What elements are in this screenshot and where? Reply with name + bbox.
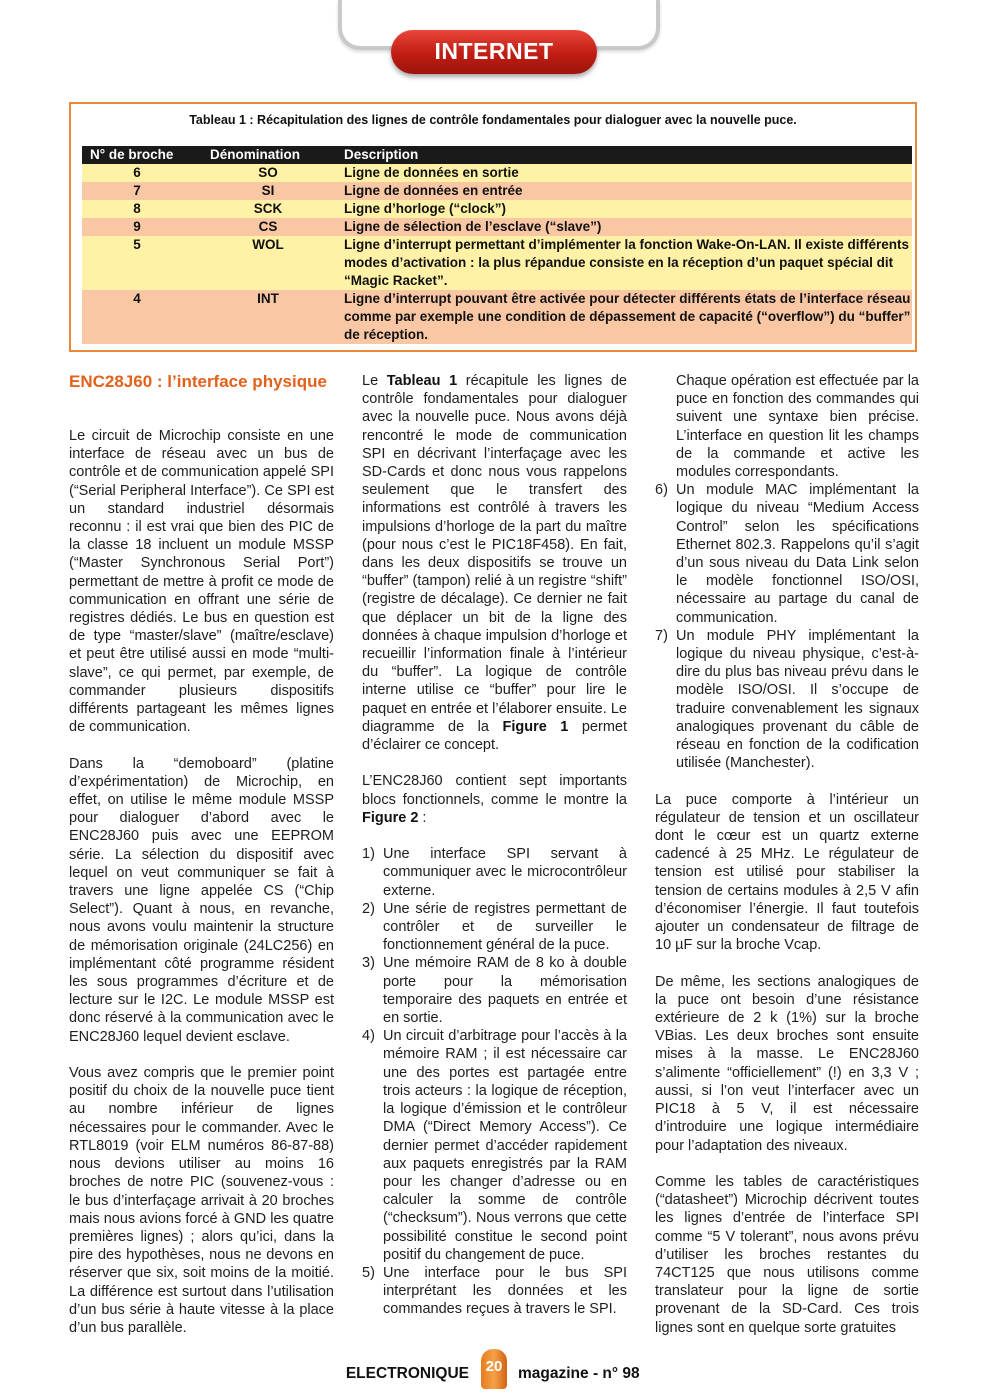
list-number: 1)	[362, 846, 375, 863]
section-banner	[391, 30, 597, 74]
table-row	[82, 164, 912, 182]
name-cell: SO	[258, 165, 278, 180]
paragraph	[362, 772, 627, 827]
name-cell: SI	[261, 183, 275, 198]
list-number: 6)	[655, 482, 668, 499]
article-heading: ENC28J60 : l’interface physique	[69, 372, 327, 391]
paragraph: De même, les sections analogiques de la puce ont besoin d’une résistance extérieure de 2 k (1%) sur la broche VBias. Les deux broches sont ensuite mises à la masse. Le ENC28J60 s’alimente “officiellement” (!) en 3,3 V ; aussi, si l’on veut l’interfacer avec un PIC18 à 5 V, il est nécessaire d’introduire une logique intermédiaire pour l’adaptation des niveaux.	[655, 973, 919, 1154]
table-reference: Tableau 1	[386, 373, 458, 389]
list-number: 5)	[362, 1264, 375, 1281]
table-row	[82, 218, 912, 236]
paragraph: Vous avez compris que le premier point positif du choix de la nouvelle puce tient au nombre inférieur de lignes nécessaires pour le commander. Avec le RTL8019 (voir ELM numéros 86-87-88) nous devions utiliser au moins 16 broches de notre PIC (souvenez-vous : le bus d’interfaçage arrivait à 20 broches mais nous avions forcé à GND les quatre premières lignes) ; alors qu’ici, dans la pire des hypothèses, nous ne devons en réserver que six, soit moins de la moitié. La différence est surtout dans l’utilisation d’un bus série à haute vitesse à la place d’un bus parallèle.	[69, 1065, 334, 1336]
issue-number: magazine - n° 98	[518, 1365, 640, 1382]
col-header-pin: N° de broche	[90, 147, 174, 162]
page-number-badge	[481, 1349, 507, 1389]
col-header-desc: Description	[344, 147, 419, 162]
magazine-name: ELECTRONIQUE	[345, 1365, 469, 1382]
text: L’ENC28J60 contient sept importants blocs fonctionnels, comme le montre la	[362, 773, 627, 808]
text: permet d’éclairer ce concept.	[362, 718, 627, 754]
article-column-1	[69, 372, 334, 1355]
block-list-continued	[655, 481, 919, 772]
name-cell: SCK	[253, 201, 283, 216]
block-list	[362, 845, 627, 1318]
list-text: Une interface SPI servant à communiquer avec le microcontrôleur externe.	[383, 846, 627, 899]
list-item	[655, 481, 919, 627]
list-text: Un circuit d’arbitrage pour l’accès à la mémoire RAM ; il est nécessaire car une des portes est partagée entre trois acteurs : la logique de réception, la logique d’émission et le contrôleur DMA (“Direct Memory Access”). Ce dernier permet d’accéder rapidement aux paquets enregistrés par la RAM pour les changer d’adresse ou en calculer la somme de contrôle (“checksum”). Nous verrons que cette possibilité constitue le second point positif du changement de puce.	[383, 1028, 627, 1263]
list-text: Une interface pour le bus SPI interprétant les données et les commandes reçues à travers le SPI.	[383, 1264, 627, 1318]
paragraph	[362, 372, 627, 754]
list-text: Un module MAC implémentant la logique du niveau “Medium Access Control” selon les spécifications Ethernet 802.3. Rappelons qu’il s’agit d’un sous niveau du Data Link selon le modèle fonctionnel ISO/OSI, nécessaire au partage du canal de communication.	[676, 482, 919, 626]
desc-cell: Ligne de données en entrée	[344, 183, 523, 198]
table-box	[69, 102, 917, 352]
table-row	[82, 200, 912, 218]
desc-cell: Ligne d’interrupt pouvant être activée pour détecter différents états de l’interface réseau comme par exemple une condition de dépassement de capacité (“overflow”) du “buffer” de réception.	[344, 291, 911, 342]
list-item	[362, 1264, 627, 1319]
text: Le	[362, 373, 387, 389]
list-item	[362, 900, 627, 955]
desc-cell: Ligne d’horloge (“clock”)	[344, 201, 507, 216]
desc-cell: Ligne de sélection de l’esclave (“slave”)	[344, 219, 602, 234]
pin-cell: 6	[133, 165, 141, 180]
pin-cell: 5	[133, 237, 141, 252]
pin-cell: 4	[133, 291, 141, 306]
list-item	[655, 627, 919, 773]
page-footer	[0, 1358, 989, 1389]
list-item	[362, 954, 627, 1027]
desc-cell: Ligne de données en sortie	[344, 165, 519, 180]
list-text: Un module PHY implémentant la logique du niveau physique, c’est-à-dire du plus bas niveau prévu dans le modèle ISO/OSI. Il s’occupe de traduire convenablement les signaux analogiques provenant du câble de réseau en fonction de la codification utilisée (Manchester).	[676, 627, 919, 772]
table-header-row	[82, 146, 912, 164]
name-cell: INT	[257, 291, 279, 306]
figure-reference: Figure 1	[502, 718, 569, 735]
page-number: 20	[485, 1358, 503, 1375]
paragraph: Le circuit de Microchip consiste en une interface de réseau avec un bus de contrôle et de communication appelé SPI (“Serial Peripheral Interface”). Ce SPI est un standard industriel désormais reconnu : il est vrai que bien des PIC de la classe 18 incluent un module MSSP (“Master Synchronous Serial Port”) permettant de mettre à profit ce mode de communication en offrant une série de registres dédiés. Le bus en question est de type “master/slave” (maître/esclave) et peut être utilisé aussi en mode “multi-slave”, ce qui permet, par exemple, de commander plusieurs dispositifs différents partageant les mêmes lignes de communication.	[69, 428, 334, 736]
list-text: Une mémoire RAM de 8 ko à double porte pour la mémorisation temporaire des paquets en entrée et en sortie.	[383, 955, 627, 1027]
paragraph: La puce comporte à l’intérieur un régulateur de tension et un oscillateur dont le cœur est un quartz externe cadencé à 25 MHz. Le régulateur de tension est utilisé pour stabiliser la tension de certains modules à 2,5 V afin d’économiser l’énergie. Il faut toutefois ajouter un condensateur de filtrage de 10 µF sur la broche Vcap.	[655, 791, 919, 954]
list-item	[362, 1027, 627, 1264]
name-cell: WOL	[252, 237, 284, 252]
paragraph: Dans la “demoboard” (platine d’expérimentation) de Microchip, en effet, on utilise le même module MSSP pour dialoguer d’abord avec le ENC28J60 puis avec une EEPROM série. La sélection du dispositif avec lequel on veut communiquer se fait à travers une ligne appelée CS (“Chip Select”). Quant à nous, en revanche, nous avons voulu maintenir la structure de mémorisation originale (24LC256) en implémentant côté programme résident les sous programmes d’écriture et de lecture sur le I2C. Le module MSSP est donc réservé à la communication avec le ENC28J60 lequel devient esclave.	[69, 755, 334, 1045]
text: récapitule les lignes de contrôle fondamentales pour dialoguer avec la nouvelle puce. Nous avons déjà rencontré le mode de communication SPI en décrivant l’interfaçage avec les SD-Cards et donc nous vous rappelons seulement que le transfert des informations est contrôlé à travers les impulsions d’horloge de la part du maître (pour nous c’est le PIC18F458). En fait, dans les deux dispositifs se trouve un “buffer” (tampon) relié à un registre “shift” (registre de décalage). Ce dernier ne fait que déplacer un bit de la ligne des données à chaque impulsion d’horloge et recueillir l’information finale à l’intérieur du “buffer”. La logique de contrôle interne utilise ce “buffer” pour lire le paquet en entrée et l’élaborer ensuite. Le diagramme de la	[362, 373, 627, 735]
text: :	[418, 809, 427, 826]
pin-cell: 9	[133, 219, 141, 234]
figure-reference: Figure 2	[362, 809, 419, 826]
table-caption: Tableau 1 : Récapitulation des lignes de contrôle fondamentales pour dialoguer avec la nouvelle puce.	[189, 113, 797, 127]
table-row	[82, 236, 912, 290]
col-header-name: Dénomination	[210, 147, 300, 162]
list-number: 4)	[362, 1028, 375, 1045]
pin-cell: 8	[133, 201, 141, 216]
table-row	[82, 182, 912, 200]
desc-cell: Ligne d’interrupt permettant d’implémenter la fonction Wake-On-LAN. Il existe différents modes d’activation : la plus répandue consiste en la réception d’un paquet spécial dit “Magic Racket”.	[344, 237, 910, 288]
list-number: 7)	[655, 627, 668, 644]
pin-cell: 7	[133, 183, 141, 198]
list-text: Une série de registres permettant de contrôler et de surveiller le fonctionnement général de la puce.	[383, 900, 627, 954]
list-item	[362, 845, 627, 900]
article-column-3	[655, 372, 919, 1355]
list-number: 3)	[362, 955, 375, 972]
name-cell: CS	[258, 219, 278, 234]
table-row	[82, 290, 912, 344]
paragraph: Comme les tables de caractéristiques (“datasheet”) Microchip décrivent toutes les lignes d’entrée de l’interface SPI comme “5 V tolerant”, nous avons prévu d’utiliser les broches restantes du 74CT125 que nous utilisons comme translateur pour la ligne de sortie provenant de la SD-Card. Ces trois lignes sont en quelque sorte gratuites	[655, 1173, 919, 1336]
pin-table	[82, 146, 912, 344]
section-title: INTERNET	[434, 38, 554, 64]
list-number: 2)	[362, 900, 375, 917]
article-column-2	[362, 372, 627, 1337]
list-continuation: Chaque opération est effectuée par la puce en fonction des commandes qui suivent une syntaxe bien précise. L’interface en question lit les champs de la commande et active les modules correspondants.	[676, 373, 919, 481]
